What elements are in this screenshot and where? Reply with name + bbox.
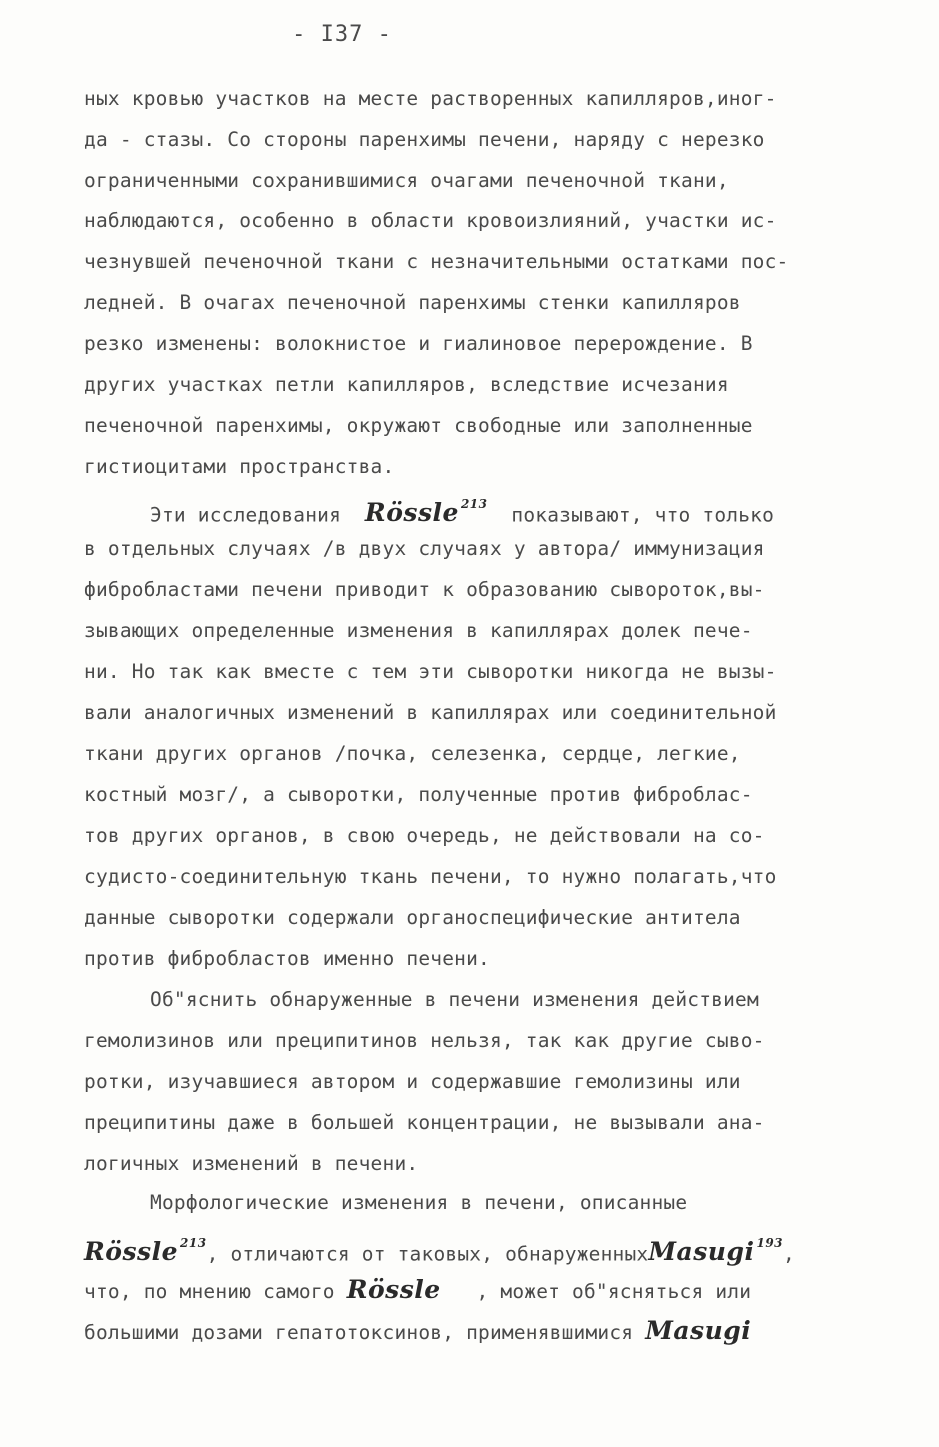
author-name: Rössle [84, 1237, 179, 1267]
author-name: Masugi [648, 1237, 755, 1267]
text-line [84, 1277, 751, 1303]
text-line: ных кровью участков на месте растворенных капилляров,иног- [84, 87, 777, 110]
text-line: костный мозг/, а сыворотки, полученные против фиброблас- [84, 783, 753, 806]
text-line: тов других органов, в свою очередь, не действовали на со- [84, 824, 765, 847]
author-name: Rössle [364, 498, 459, 528]
reference-number: 213 [180, 1236, 207, 1250]
text-line: данные сыворотки содержали органоспецифические антитела [84, 906, 741, 929]
text-line [84, 1318, 751, 1344]
paragraph-first-line [150, 495, 775, 528]
text-line: ни. Но так как вместе с тем эти сыворотки никогда не вызы- [84, 660, 777, 683]
text-fragment: , может об"ясняться или [440, 1280, 752, 1303]
text-fragment: , [783, 1242, 795, 1266]
paragraph-first-line: Морфологические изменения в печени, описанные [150, 1191, 688, 1214]
text-fragment: большими дозами гепатотоксинов, применявшимися [84, 1321, 646, 1344]
text-line: судисто-соединительную ткань печени, то нужно полагать,что [84, 865, 777, 888]
text-fragment: что, по мнению самого [84, 1280, 347, 1303]
paragraph-first-line: Об"яснить обнаруженные в печени изменения действием [150, 988, 759, 1011]
text-line: фибробластами печени приводит к образованию сывороток,вы- [84, 578, 765, 601]
handwritten-author-name [365, 498, 488, 527]
text-fragment: Эти исследования [150, 503, 365, 527]
text-fragment: , отличаются от таковых, обнаруженных [206, 1242, 649, 1266]
text-line: чезнувшей печеночной ткани с незначительными остатками пос- [84, 250, 789, 273]
text-line: других участках петли капилляров, вследствие исчезания [84, 373, 729, 396]
reference-number: 193 [756, 1236, 784, 1250]
text-line: ткани других органов /почка, селезенка, сердце, легкие, [84, 742, 741, 765]
text-fragment: показывают, что только [487, 503, 775, 527]
page-number: - I37 - [292, 22, 392, 47]
text-line: гистиоцитами пространства. [84, 455, 395, 478]
text-line: печеночной паренхимы, окружают свободные или заполненные [84, 414, 753, 437]
text-line: против фибробластов именно печени. [84, 947, 490, 970]
handwritten-author-name [648, 1237, 783, 1266]
handwritten-author-name: Masugi [645, 1316, 752, 1345]
handwritten-author-name: Rössle [346, 1275, 441, 1304]
text-line [84, 1234, 795, 1267]
text-line: зывающих определенные изменения в капиллярах долек пече- [84, 619, 753, 642]
text-line: ротки, изучавшиеся автором и содержавшие гемолизины или [84, 1070, 741, 1093]
text-line: ледней. В очагах печеночной паренхимы стенки капилляров [84, 291, 741, 314]
reference-number: 213 [460, 497, 488, 511]
text-line: наблюдаются, особенно в области кровоизлияний, участки ис- [84, 209, 777, 232]
text-line: в отдельных случаях /в двух случаях у автора/ иммунизация [84, 537, 765, 560]
text-line: вали аналогичных изменений в капиллярах или соединительной [84, 701, 777, 724]
text-line: резко изменены: волокнистое и гиалиновое перерождение. В [84, 332, 753, 355]
text-line: ограниченными сохранившимися очагами печеночной ткани, [84, 169, 729, 192]
text-line: логичных изменений в печени. [84, 1152, 419, 1175]
text-line: да - стазы. Со стороны паренхимы печени, наряду с нерезко [84, 128, 765, 151]
text-line: преципитины даже в большей концентрации, не вызывали ана- [84, 1111, 765, 1134]
text-line: гемолизинов или преципитинов нельзя, так как другие сыво- [84, 1029, 765, 1052]
handwritten-author-name [84, 1237, 207, 1266]
